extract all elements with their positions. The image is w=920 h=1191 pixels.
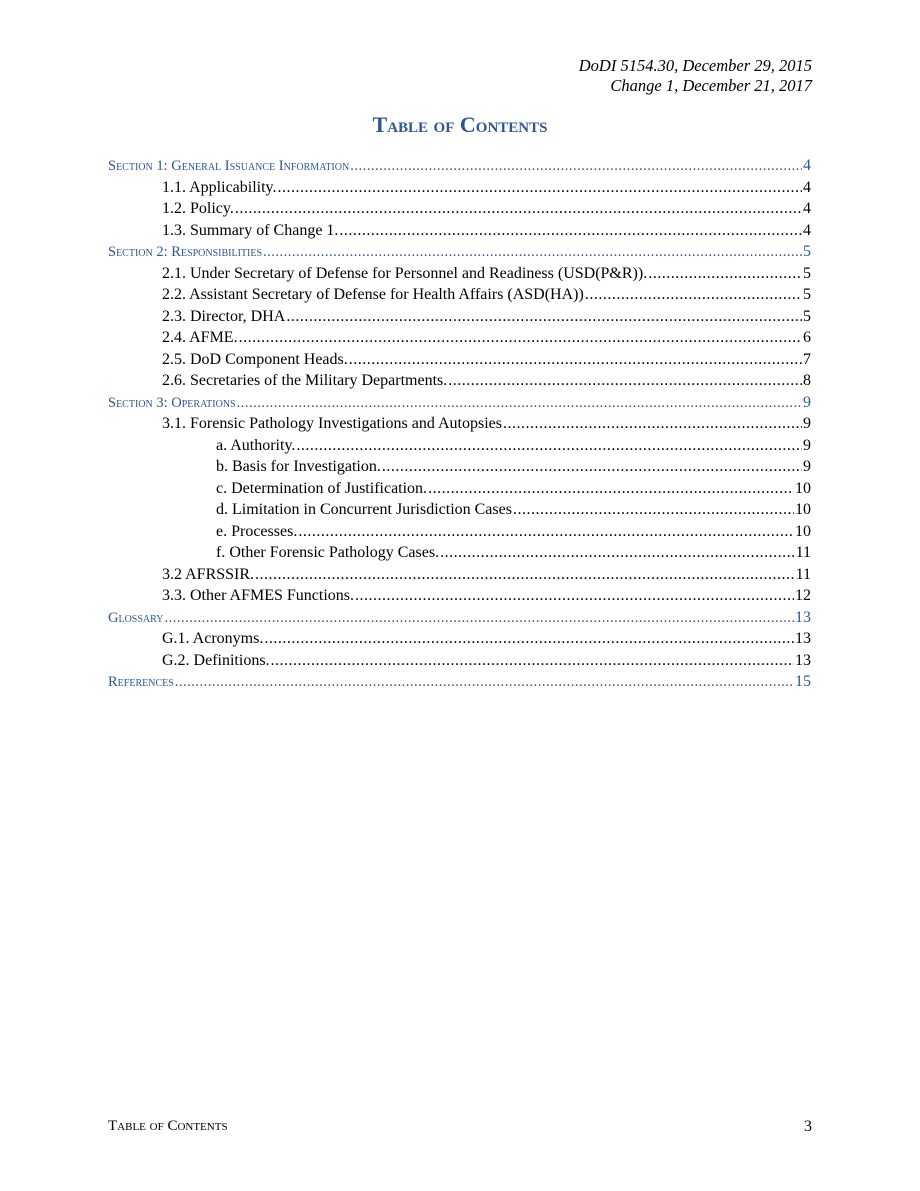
toc-entry-label: G.2. Definitions. — [162, 651, 270, 669]
toc-entry-page: 6 — [803, 329, 811, 346]
footer-section-label: Table of Contents — [108, 1118, 228, 1134]
toc-entry-page: 5 — [803, 307, 811, 325]
toc-entry-link[interactable] — [108, 652, 811, 674]
dot-leader — [271, 652, 794, 670]
toc-entry-link[interactable] — [108, 286, 811, 308]
toc-section-link[interactable] — [108, 243, 811, 265]
toc-entry-page: 4 — [803, 157, 811, 174]
toc-entry-page: 9 — [803, 436, 811, 454]
toc-entry-link[interactable] — [108, 630, 811, 652]
toc-entry-link[interactable] — [108, 200, 811, 222]
toc-entry-label: e. Processes. — [216, 522, 298, 540]
dot-leader — [286, 308, 802, 326]
toc-entry-label: b. Basis for Investigation. — [216, 458, 381, 475]
dot-leader — [339, 222, 802, 240]
dot-leader — [278, 179, 802, 197]
toc-entry-page: 13 — [795, 630, 811, 647]
dot-leader — [350, 158, 802, 175]
toc-entry-page: 8 — [803, 372, 811, 389]
toc-section-link[interactable] — [108, 673, 811, 695]
toc-entry-link[interactable] — [108, 222, 811, 244]
toc-entry-page: 10 — [795, 501, 811, 518]
dot-leader — [513, 501, 794, 519]
dot-leader — [503, 415, 802, 433]
dot-leader — [585, 286, 802, 304]
toc-entry-link[interactable] — [108, 329, 811, 351]
toc-entry-page: 9 — [803, 393, 811, 411]
toc-section-link[interactable] — [108, 157, 811, 179]
toc-entry-link[interactable] — [108, 544, 811, 566]
dot-leader — [237, 395, 802, 412]
dot-leader — [448, 372, 802, 390]
toc-entry-link[interactable] — [108, 372, 811, 394]
toc-entry-label: 2.6. Secretaries of the Military Departments. — [162, 372, 448, 389]
toc-entry-page: 13 — [795, 608, 811, 626]
toc-entry-label: f. Other Forensic Pathology Cases. — [216, 544, 440, 561]
dot-leader — [255, 566, 795, 584]
toc-entry-label: Section 3: Operations — [108, 394, 236, 411]
toc-entry-label: 3.1. Forensic Pathology Investigations and Autopsies — [162, 415, 502, 432]
table-of-contents — [108, 157, 811, 695]
toc-entry-page: 11 — [795, 565, 811, 583]
toc-entry-label: Glossary — [108, 609, 164, 626]
toc-entry-label: 1.2. Policy. — [162, 200, 234, 217]
toc-entry-page: 9 — [803, 415, 811, 432]
toc-entry-link[interactable] — [108, 308, 811, 330]
toc-entry-label: Section 2: Responsibilities — [108, 244, 263, 260]
dot-leader — [235, 200, 802, 218]
toc-entry-page: 4 — [803, 200, 811, 217]
dot-leader — [355, 587, 794, 605]
toc-entry-link[interactable] — [108, 458, 811, 480]
toc-entry-label: References — [108, 674, 174, 690]
toc-entry-link[interactable] — [108, 179, 811, 201]
dot-leader — [298, 523, 794, 541]
toc-entry-link[interactable] — [108, 351, 811, 373]
toc-entry-link[interactable] — [108, 566, 811, 588]
dot-leader — [175, 674, 794, 691]
toc-entry-link[interactable] — [108, 480, 811, 502]
dot-leader — [263, 244, 802, 261]
toc-entry-page: 11 — [795, 544, 811, 561]
toc-entry-link[interactable] — [108, 437, 811, 459]
dot-leader — [428, 480, 794, 498]
toc-entry-link[interactable] — [108, 523, 811, 545]
header-change-line: Change 1, December 21, 2017 — [610, 76, 812, 95]
dot-leader — [440, 544, 795, 562]
dot-leader — [296, 437, 802, 455]
toc-entry-label: a. Authority. — [216, 436, 296, 454]
dot-leader — [239, 329, 802, 347]
toc-entry-label: 3.2 AFRSSIR. — [162, 565, 255, 583]
toc-entry-page: 13 — [795, 651, 811, 669]
toc-entry-page: 7 — [803, 350, 811, 368]
toc-title: Table of Contents — [372, 112, 548, 137]
toc-entry-label: 2.1. Under Secretary of Defense for Personnel and Readiness (USD(P&R)). — [162, 264, 648, 282]
toc-entry-link[interactable] — [108, 501, 811, 523]
toc-entry-page: 9 — [803, 458, 811, 475]
toc-entry-page: 4 — [803, 178, 811, 196]
dot-leader — [264, 630, 794, 648]
toc-entry-page: 4 — [803, 221, 811, 239]
toc-entry-page: 10 — [795, 479, 811, 497]
toc-entry-label: 3.3. Other AFMES Functions. — [162, 587, 355, 604]
toc-entry-label: 1.1. Applicability. — [162, 178, 277, 196]
toc-entry-link[interactable] — [108, 587, 811, 609]
toc-entry-page: 15 — [795, 673, 811, 690]
toc-entry-label: G.1. Acronyms. — [162, 630, 264, 647]
footer-page-number: 3 — [804, 1118, 812, 1135]
header-issuance-line: DoDI 5154.30, December 29, 2015 — [578, 56, 812, 75]
dot-leader — [349, 351, 802, 369]
toc-entry-page: 5 — [803, 286, 811, 303]
toc-entry-label: 2.3. Director, DHA — [162, 307, 286, 325]
toc-entry-label: 2.4. AFME. — [162, 329, 238, 346]
toc-entry-label: Section 1: General Issuance Information — [108, 158, 350, 174]
toc-entry-page: 5 — [803, 243, 811, 260]
toc-entry-label: 1.3. Summary of Change 1. — [162, 221, 339, 239]
toc-entry-label: 2.2. Assistant Secretary of Defense for Health Affairs (ASD(HA)) — [162, 286, 584, 303]
toc-section-link[interactable] — [108, 609, 811, 631]
toc-entry-label: 2.5. DoD Component Heads. — [162, 350, 348, 368]
toc-entry-link[interactable] — [108, 265, 811, 287]
dot-leader — [382, 458, 802, 476]
toc-entry-page: 5 — [803, 264, 811, 282]
toc-entry-page: 10 — [795, 522, 811, 540]
dot-leader — [165, 610, 795, 627]
toc-entry-label: c. Determination of Justification. — [216, 479, 428, 497]
dot-leader — [648, 265, 802, 283]
toc-entry-page: 12 — [795, 587, 811, 604]
toc-entry-label: d. Limitation in Concurrent Jurisdiction Cases — [216, 501, 512, 518]
toc-section-link[interactable] — [108, 394, 811, 416]
toc-entry-link[interactable] — [108, 415, 811, 437]
